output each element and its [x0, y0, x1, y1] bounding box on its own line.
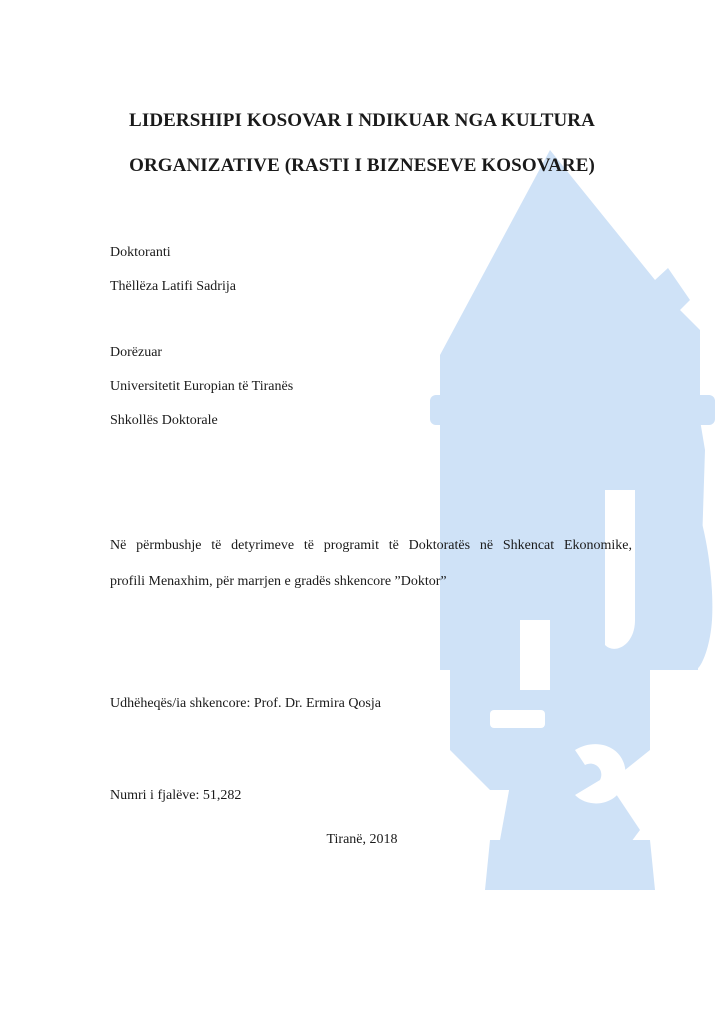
- document-title-line-1: LIDERSHIPI KOSOVAR I NDIKUAR NGA KULTURA: [129, 110, 595, 131]
- document-title-line-2: ORGANIZATIVE (RASTI I BIZNESEVE KOSOVARE): [129, 155, 595, 176]
- purpose-line-2: profili Menaxhim, për marrjen e gradës shkencore ”Doktor”: [110, 574, 447, 589]
- author-name: Thëllëza Latifi Sadrija: [110, 279, 236, 294]
- word-count-line: Numri i fjalëve: 51,282: [110, 788, 242, 803]
- submission-school: Shkollës Doktorale: [110, 413, 218, 428]
- author-label: Doktoranti: [110, 245, 171, 260]
- place-date-line: Tiranë, 2018: [326, 832, 398, 847]
- supervisor-line: Udhëheqës/ia shkencore: Prof. Dr. Ermira Qosja: [110, 696, 381, 711]
- submission-university: Universitetit Europian të Tiranës: [110, 379, 294, 394]
- submission-label: Dorëzuar: [110, 345, 163, 360]
- purpose-line-1: Në përmbushje të detyrimeve të programit të Doktoratës në Shkencat Ekonomike,: [110, 538, 632, 553]
